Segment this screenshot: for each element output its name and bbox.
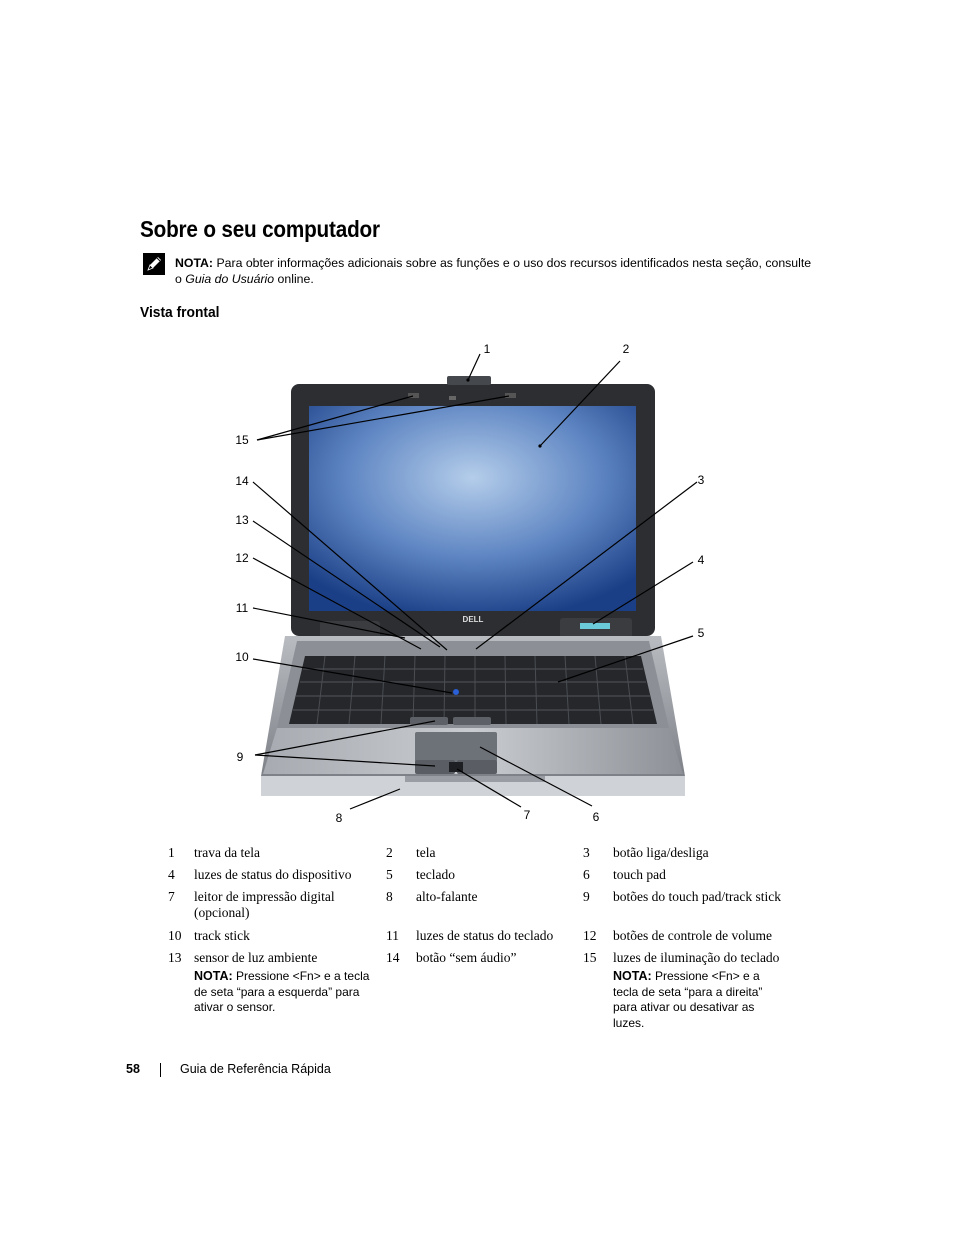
note-label: NOTA: xyxy=(175,256,214,270)
touch-pad xyxy=(415,732,497,762)
legend-text: leitor de impressão digital (opcional) xyxy=(194,889,335,920)
legend-text: sensor de luz ambiente xyxy=(194,950,318,965)
note-pencil-icon xyxy=(143,253,165,275)
legend-num: 8 xyxy=(386,889,393,904)
fingerprint-reader xyxy=(449,762,463,772)
legend-text: touch pad xyxy=(613,867,666,882)
legend-text: trava da tela xyxy=(194,845,260,860)
legend-num: 14 xyxy=(386,950,400,965)
legend-num: 4 xyxy=(168,867,175,882)
callout-9: 9 xyxy=(236,750,244,764)
callout-4: 4 xyxy=(697,553,705,567)
track-stick xyxy=(453,689,459,695)
legend-text: tela xyxy=(416,845,436,860)
note-italic: Guia do Usuário xyxy=(185,272,275,286)
legend-note-15-text: Pressione <Fn> e a tecla de seta “para a direita” para ativar ou desativar as luzes. xyxy=(613,969,763,1030)
legend-num: 3 xyxy=(583,845,590,860)
callout-10: 10 xyxy=(235,650,249,664)
callout-6: 6 xyxy=(592,810,600,824)
legend-text: luzes de status do teclado xyxy=(416,928,554,943)
callout-1: 1 xyxy=(483,342,491,356)
legend-text: botões de controle de volume xyxy=(613,928,772,943)
laptop-front-view-figure xyxy=(225,336,725,826)
page-title: Sobre o seu computador xyxy=(140,216,380,242)
footer-title: Guia de Referência Rápida xyxy=(180,1062,331,1076)
callout-14: 14 xyxy=(235,474,249,488)
legend-note-15-label: NOTA: xyxy=(613,969,652,983)
legend-text: track stick xyxy=(194,928,250,943)
legend-num: 2 xyxy=(386,845,393,860)
note-text-2: online. xyxy=(274,272,314,286)
callout-15: 15 xyxy=(235,433,249,447)
legend-num: 10 xyxy=(168,928,182,943)
keyboard xyxy=(289,656,657,724)
legend-num: 5 xyxy=(386,867,393,882)
legend-text: teclado xyxy=(416,867,455,882)
legend-num: 6 xyxy=(583,867,590,882)
section-subtitle: Vista frontal xyxy=(140,304,220,321)
legend-note-13-label: NOTA: xyxy=(194,969,233,983)
legend-note-15 xyxy=(613,969,788,1031)
callout-5: 5 xyxy=(697,626,705,640)
callout-12: 12 xyxy=(235,551,249,565)
legend-num: 11 xyxy=(386,928,399,943)
legend-text: alto-falante xyxy=(416,889,478,904)
footer-separator xyxy=(160,1063,161,1077)
callout-7: 7 xyxy=(523,808,531,822)
callout-2: 2 xyxy=(622,342,630,356)
legend-num: 9 xyxy=(583,889,590,904)
legend-text: botão liga/desliga xyxy=(613,845,709,860)
legend-num: 7 xyxy=(168,889,175,904)
legend-note-13-text: Pressione <Fn> e a tecla de seta “para a esquerda” para ativar o sensor. xyxy=(194,969,370,1014)
legend-num: 1 xyxy=(168,845,175,860)
legend-text: luzes de iluminação do teclado xyxy=(613,950,780,965)
page-number: 58 xyxy=(126,1062,140,1076)
legend-note-13 xyxy=(194,969,376,1016)
note-text xyxy=(175,255,815,287)
callout-13: 13 xyxy=(235,513,249,527)
display-screen xyxy=(309,406,636,611)
legend-text: luzes de status do dispositivo xyxy=(194,867,352,882)
callout-8: 8 xyxy=(335,811,343,825)
callout-11: 11 xyxy=(235,601,249,615)
legend-text: botões do touch pad/track stick xyxy=(613,889,781,904)
dell-logo: DELL xyxy=(462,615,484,624)
legend-num: 12 xyxy=(583,928,597,943)
legend-num: 13 xyxy=(168,950,182,965)
note-text-1: Para obter informações adicionais sobre as funções e o uso dos recursos identificados nesta seção, consulte o xyxy=(175,256,812,286)
legend-text: botão “sem áudio” xyxy=(416,950,517,965)
callout-3: 3 xyxy=(697,473,705,487)
legend-num: 15 xyxy=(583,950,597,965)
